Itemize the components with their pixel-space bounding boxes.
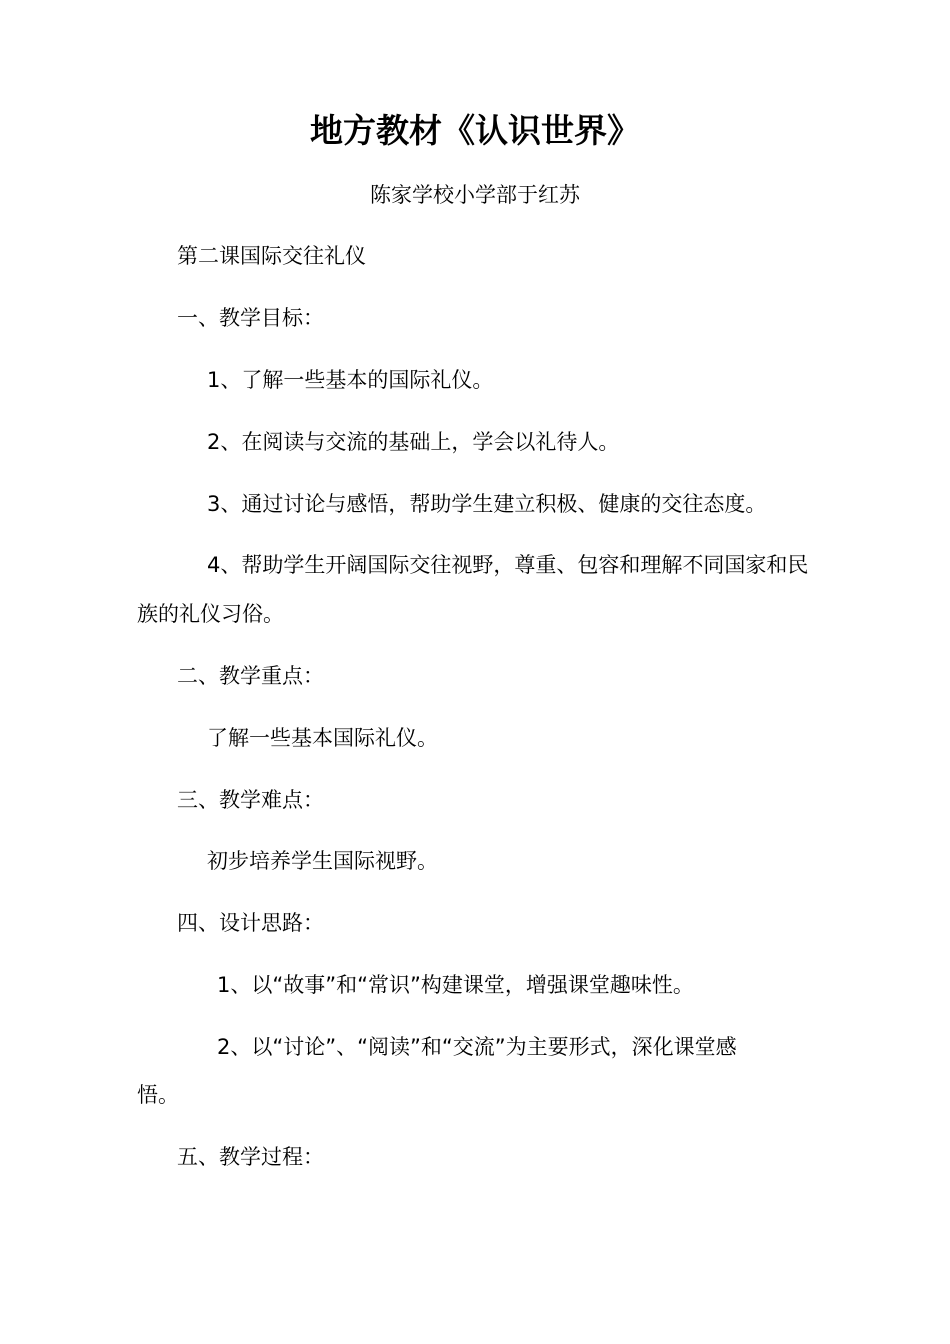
section-heading-difficulties: 三、教学难点： (177, 788, 324, 812)
design-item: 1、以“故事”和“常识”构建课堂，增强课堂趣味性。 (217, 973, 694, 997)
objective-item: 4、帮助学生开阔国际交往视野，尊重、包容和理解不同国家和民 (207, 553, 809, 577)
lesson-title: 第二课国际交往礼仪 (177, 244, 366, 268)
author-line: 陈家学校小学部于红苏 (370, 183, 580, 207)
objective-item: 3、通过讨论与感悟，帮助学生建立积极、健康的交往态度。 (207, 492, 767, 516)
objective-item: 1、了解一些基本的国际礼仪。 (207, 368, 494, 392)
section-heading-key-points: 二、教学重点： (177, 664, 324, 688)
objective-item-continuation: 族的礼仪习俗。 (137, 602, 284, 626)
document-title: 地方教材《认识世界》 (310, 111, 640, 150)
section-heading-design: 四、设计思路： (177, 911, 324, 935)
section-heading-objectives: 一、教学目标： (177, 306, 324, 330)
difficulties-text: 初步培养学生国际视野。 (207, 849, 438, 873)
design-item: 2、以“讨论”、“阅读”和“交流”为主要形式，深化课堂感 (217, 1035, 737, 1059)
section-heading-process: 五、教学过程： (177, 1145, 324, 1169)
objective-item: 2、在阅读与交流的基础上，学会以礼待人。 (207, 430, 620, 454)
key-points-text: 了解一些基本国际礼仪。 (207, 726, 438, 750)
design-item-continuation: 悟。 (137, 1083, 179, 1107)
